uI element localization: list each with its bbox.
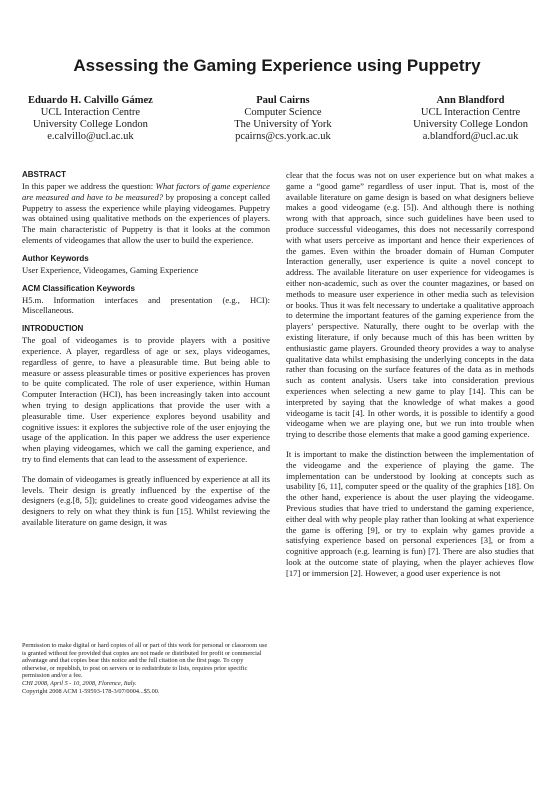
keywords-text: User Experience, Videogames, Gaming Experience: [22, 264, 199, 275]
author-dept: Computer Science: [244, 107, 322, 118]
author-block: [28, 95, 528, 143]
abstract-text-a: In this paper we address the question:: [22, 181, 156, 191]
abstract-heading: ABSTRACT: [22, 170, 66, 179]
introduction-section: [22, 324, 270, 528]
author-dept: UCL Interaction Centre: [420, 107, 521, 118]
right-paragraph-1: clear that the focus was not on user experience but on what makes a game a “good game” regardless of user input. That is, most of the available literature on game design is based on what designers believe makes a good videogame (e.g. [5]). And although there is nothing wrong with that approach, since such guidelines have been used to produce successful videogames, this does not necessarily correspond with what users perceive as important and hence their experiences of the games. Even within the broader domain of Human Computer Interaction generally, user experience is quite a novel concept to address. The available literature on user experience for videogames is either non-academic, such as over the counter magazines, or based on methods to measure user experience in other media such as television or books. Thus it was felt necessary to undertake a qualitative approach to determine the important features of the gaming experience from the players’ perspective. Naturally, there ought to be overlap with the existing literature, if only because much of this has been written by enthusiastic game players. Grounded theory provides a way to analyse qualitative data whilst emphasising the underlying concepts in the data rather than focusing on the surface features of the data as in methods such as content analysis. Users take into consideration previous experiences when selecting a new game to play [14]. This can be interpreted by saying that the knowledge of what makes a good videogame is tacit [4]. In other words, it is possible to identify a good videogame when we are playing one, but we run into trouble when trying to describe those elements that make a good gaming experience.: [286, 170, 534, 440]
author-inst: University College London: [32, 119, 148, 130]
abstract-text-b: by proposing a concept called Puppetry to assess the experience while playing videogames. Puppetry was obtained using qualitative methods on the experiences of players. The main characteristic of Puppetry is that it looks at the common elements of videogames that allow the user to build the experience.: [22, 191, 270, 245]
introduction-heading: INTRODUCTION: [22, 324, 84, 334]
right-column: [286, 170, 534, 578]
abstract-text: [22, 181, 270, 246]
conference-venue: CHI 2008, April 5 - 10, 2008, Florence, Italy.: [22, 679, 137, 687]
abstract-section: [22, 170, 270, 246]
acm-section: [22, 284, 270, 317]
author-email: e.calvillo@ucl.ac.uk: [47, 131, 134, 142]
author-name: Eduardo H. Calvillo Gámez: [28, 95, 153, 106]
author-name: Ann Blandford: [436, 95, 505, 106]
copyright-line: Copyright 2008 ACM 1-59593-178-3/07/0004...$5.00.: [22, 687, 160, 695]
left-column: [22, 170, 270, 536]
paper-title: Assessing the Gaming Experience using Puppetry: [73, 56, 481, 75]
abstract-question: What factors of game experience are measured and have to be measured?: [22, 181, 270, 202]
keywords-heading: Author Keywords: [22, 253, 89, 263]
author-name: Paul Cairns: [256, 95, 310, 106]
permission-notice: [22, 642, 270, 695]
author-1: [28, 95, 153, 143]
acm-heading: ACM Classification Keywords: [22, 283, 135, 293]
permission-text: Permission to make digital or hard copies of all or part of this work for personal or classroom use is granted without fee provided that copies are not made or distributed for profit or commercial advantage and that copies bear this notice and the full citation on the first page. To copy otherwise, or republish, to post on servers or to redistribute to lists, requires prior specific permission and/or a fee.: [22, 642, 268, 680]
acm-text: H5.m. Information interfaces and presentation (e.g., HCI): Miscellaneous.: [22, 294, 270, 316]
author-inst: University College London: [413, 119, 528, 130]
author-2: [234, 95, 331, 143]
author-email: pcairns@cs.york.ac.uk: [235, 131, 331, 142]
introduction-paragraph-2: The domain of videogames is greatly influenced by experience at all its levels. Their design is greatly influenced by the expertise of the designers (e.g.[8, 5]); guidelines to create good videogames advise the designers to rely on what they think is fun [15]. Whilst reviewing the available literature on game design, it was: [22, 473, 270, 527]
introduction-paragraph-1: The goal of videogames is to provide players with a positive experience. A player, regardless of age or sex, plays videogames, regardless of genre, to have a pleasurable time. But being able to measure or assess pleasurable times or positive experiences has proven to be quite complicated. The role of user experience, within Human Computer Interaction (HCI), has been increasingly taken into account when trying to design applications that provide the user with a pleasurable time. User experience explores beyond usability and cognitive issues: it explores the subjective role of the user enjoying the usage of the application. In this paper we address the user experience when playing videogames, which we call the gaming experience, and try to find elements that can lead to the assessment of experience.: [22, 335, 270, 464]
author-email: a.blandford@ucl.ac.uk: [422, 131, 519, 142]
right-paragraph-2: It is important to make the distinction between the implementation of the videogame and the experience of playing the game. The implementation can be understood by looking at concepts such as usability [6, 11], computer speed or the quality of the graphics [18]. On the other hand, experience is about the user playing the videogame. Previous studies that have tried to understand the gaming experience, either deal with why people play rather than looking at what experience the game is offering [9], or try to explain why games provide a satisfying experience based on personal experiences [3], or from a cognitive approach (e.g. learning is fun) [7]. There are also studies that look at the outcome state of playing, when the player achieves flow [17] or immersion [2]. However, a good user experience is not: [286, 448, 534, 578]
author-3: [413, 95, 528, 143]
keywords-section: [22, 254, 270, 276]
author-inst: The University of York: [234, 119, 332, 130]
author-dept: UCL Interaction Centre: [40, 107, 141, 118]
